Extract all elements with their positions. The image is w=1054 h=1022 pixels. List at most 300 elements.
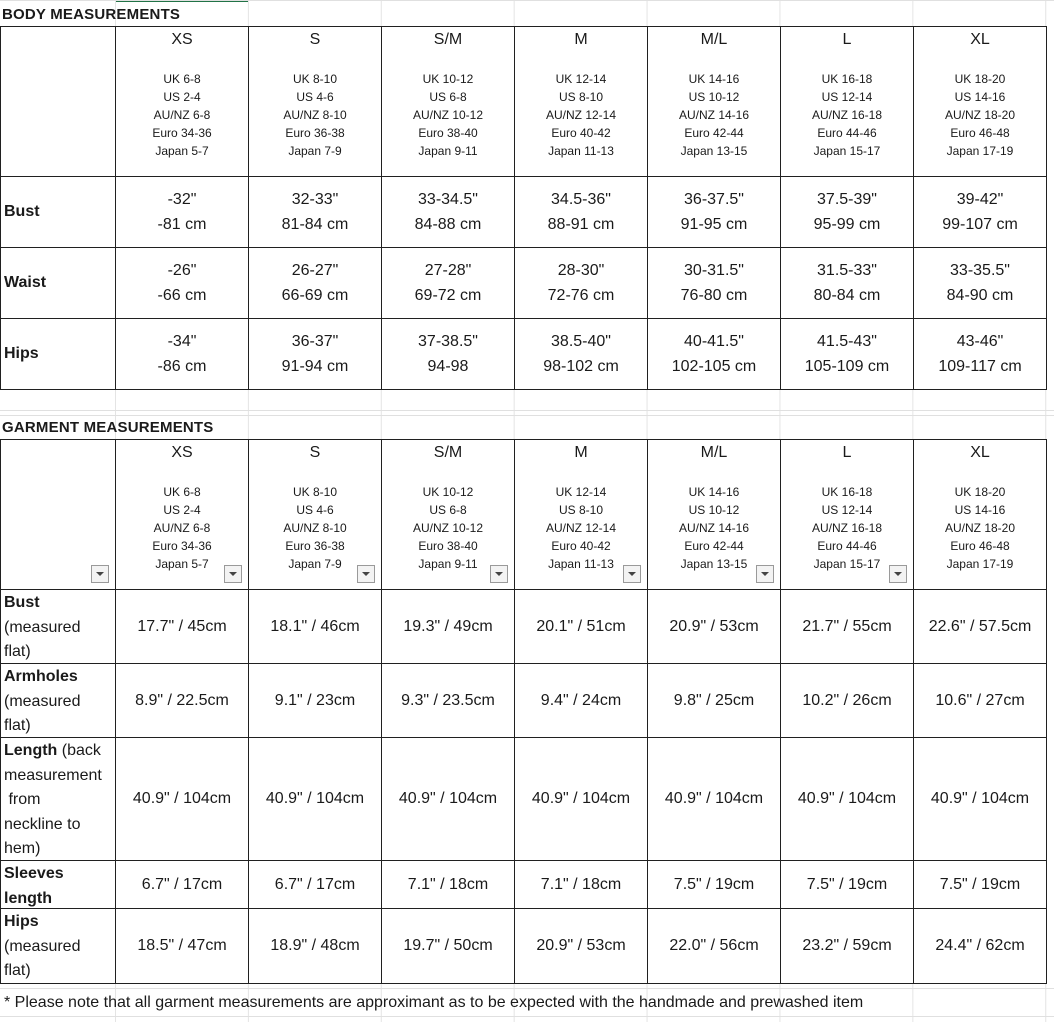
inches-value: 26-27" — [291, 262, 339, 279]
row-label-line — [4, 714, 115, 739]
measurement-value: 6.7" / 17cm — [274, 875, 356, 893]
cm-value: 66-69 cm — [281, 287, 349, 304]
body-waist-cell — [914, 248, 1046, 318]
row-label-text — [1, 664, 115, 739]
cm-value: 69-72 cm — [414, 287, 482, 304]
size-conversion-line: Japan 17-19 — [946, 557, 1014, 571]
row-label-line — [4, 788, 115, 813]
size-conversions — [781, 483, 913, 573]
size-name: M — [574, 31, 588, 48]
size-conversion-line: US 10-12 — [688, 503, 740, 517]
measurement-value — [515, 177, 647, 247]
row-label-text — [1, 738, 115, 862]
size-name: XL — [970, 444, 990, 461]
measurement-value — [116, 248, 248, 318]
garment-section-title: GARMENT MEASUREMENTS — [2, 419, 214, 436]
garment-value-cell — [914, 590, 1046, 663]
filter-dropdown-button[interactable] — [756, 565, 774, 583]
size-name: S — [309, 444, 321, 461]
size-conversion-line: UK 18-20 — [954, 72, 1006, 86]
row-label-line — [4, 591, 115, 616]
size-conversion-line: Japan 7-9 — [288, 557, 342, 571]
measurement-value: 9.8" / 25cm — [673, 691, 755, 709]
garment-value-cell — [116, 861, 248, 908]
row-label-detail: flat) — [4, 643, 31, 660]
size-conversion-line: Euro 34-36 — [152, 126, 212, 140]
size-conversion-line: Japan 13-15 — [680, 144, 748, 158]
dropdown-arrow-icon — [361, 571, 371, 577]
garment-value-cell — [249, 861, 381, 908]
measurement-value: 9.1" / 23cm — [274, 691, 356, 709]
measurement-value — [914, 319, 1046, 389]
inches-value: -34" — [167, 333, 197, 350]
measurement-value: 40.9" / 104cm — [531, 790, 631, 807]
size-conversions — [515, 70, 647, 160]
row-label-text: Waist — [4, 274, 47, 291]
size-conversion-line: UK 8-10 — [292, 72, 338, 86]
garment-value-cell — [914, 664, 1046, 737]
measurement-value — [116, 177, 248, 247]
filter-dropdown-button[interactable] — [357, 565, 375, 583]
filter-dropdown-button[interactable] — [224, 565, 242, 583]
size-conversion-line: US 14-16 — [954, 90, 1006, 104]
body-hips-cell — [914, 319, 1046, 389]
measurement-value — [781, 177, 913, 247]
row-label-line — [4, 764, 115, 789]
row-label-text: Bust — [4, 203, 40, 220]
garment-value-cell — [648, 861, 780, 908]
row-label-detail: measurement — [4, 766, 102, 784]
size-name: M/L — [700, 31, 728, 48]
inches-value: 28-30" — [557, 262, 605, 279]
row-label-line — [4, 739, 115, 764]
measurement-value — [382, 319, 514, 389]
garment-row-label — [1, 909, 115, 983]
cm-value: 72-76 cm — [547, 287, 615, 304]
body-row-label-bust — [1, 177, 115, 247]
size-conversions — [382, 483, 514, 573]
inches-value: 41.5-43" — [817, 333, 877, 350]
garment-value-cell — [914, 909, 1046, 983]
body-size-header-m — [515, 27, 647, 176]
body-section-title: BODY MEASUREMENTS — [2, 6, 181, 23]
size-conversion-line: Japan 5-7 — [155, 557, 209, 571]
row-label-detail: (measured — [4, 692, 81, 710]
measurement-value: 9.3" / 23.5cm — [401, 691, 495, 709]
inches-value: 27-28" — [424, 262, 472, 279]
row-label-line — [4, 862, 115, 887]
cm-value: 99-107 cm — [942, 216, 1018, 233]
size-conversion-line: UK 16-18 — [821, 72, 873, 86]
size-conversion-line: AU/NZ 10-12 — [412, 108, 484, 122]
size-conversion-line: UK 6-8 — [163, 72, 201, 86]
cm-value: -66 cm — [157, 287, 207, 304]
size-conversion-line: AU/NZ 16-18 — [811, 108, 883, 122]
inches-value: 33-35.5" — [950, 262, 1010, 279]
measurement-value — [382, 177, 514, 247]
measurement-value: 40.9" / 104cm — [797, 790, 897, 807]
measurement-value: 17.7" / 45cm — [137, 617, 227, 635]
size-conversion-line: Euro 40-42 — [551, 539, 611, 553]
size-conversion-line: UK 6-8 — [163, 485, 201, 499]
measurement-value: 18.9" / 48cm — [270, 937, 360, 954]
measurement-value: 40.9" / 104cm — [265, 790, 365, 807]
measurement-value: 18.5" / 47cm — [137, 937, 227, 954]
measurement-value: 40.9" / 104cm — [664, 790, 764, 807]
garment-row-label — [1, 738, 115, 860]
garment-row-label — [1, 861, 115, 908]
row-label-text: Hips — [4, 345, 39, 362]
measurement-value — [648, 177, 780, 247]
size-conversion-line: AU/NZ 12-14 — [545, 521, 617, 535]
row-label-line — [4, 910, 115, 935]
size-conversions — [249, 70, 381, 160]
inches-value: 32-33" — [291, 191, 339, 208]
size-conversion-line: UK 14-16 — [688, 72, 740, 86]
size-conversion-line: US 2-4 — [163, 90, 201, 104]
measurement-value — [781, 248, 913, 318]
garment-value-cell — [515, 861, 647, 908]
size-conversion-line: AU/NZ 6-8 — [153, 108, 211, 122]
garment-value-cell — [914, 738, 1046, 860]
size-conversion-line: Euro 44-46 — [817, 126, 877, 140]
size-conversion-line: AU/NZ 12-14 — [545, 108, 617, 122]
filter-dropdown-button[interactable] — [490, 565, 508, 583]
dropdown-arrow-icon — [95, 571, 105, 577]
garment-value-cell — [648, 909, 780, 983]
row-label-bold: Hips — [4, 913, 39, 930]
measurement-value: 40.9" / 104cm — [398, 790, 498, 807]
row-label-detail: (back — [57, 742, 101, 759]
measurement-value: 9.4" / 24cm — [540, 691, 622, 709]
body-corner-cell — [1, 27, 115, 176]
garment-value-cell — [116, 909, 248, 983]
inches-value: 36-37.5" — [684, 191, 744, 208]
inches-value: -32" — [167, 191, 197, 208]
inches-value: 31.5-33" — [817, 262, 877, 279]
size-conversion-line: Japan 17-19 — [946, 144, 1014, 158]
row-label-detail: flat) — [4, 717, 31, 734]
row-label-text — [1, 909, 115, 984]
body-hips-cell — [781, 319, 913, 389]
body-bust-cell — [515, 177, 647, 247]
size-conversion-line: Euro 40-42 — [551, 126, 611, 140]
size-conversion-line: Japan 9-11 — [418, 557, 478, 571]
size-conversion-line: UK 8-10 — [292, 485, 338, 499]
measurement-value: 18.1" / 46cm — [270, 617, 360, 635]
garment-value-cell — [781, 909, 913, 983]
size-conversions — [116, 70, 248, 160]
garment-value-cell — [382, 909, 514, 983]
measurement-value: 40.9" / 104cm — [132, 790, 232, 807]
size-conversion-line: UK 18-20 — [954, 485, 1006, 499]
measurement-value — [648, 319, 780, 389]
cm-value: 102-105 cm — [671, 358, 757, 375]
body-waist-cell — [515, 248, 647, 318]
size-conversion-line: US 8-10 — [558, 503, 604, 517]
garment-value-cell — [116, 738, 248, 860]
inches-value: 40-41.5" — [684, 333, 744, 350]
measurement-value: 7.1" / 18cm — [540, 875, 622, 893]
size-name: S — [309, 31, 321, 48]
size-conversions — [781, 70, 913, 160]
size-conversion-line: Euro 36-38 — [285, 539, 345, 553]
garment-value-cell — [382, 861, 514, 908]
garment-value-cell — [116, 664, 248, 737]
cm-value: -81 cm — [157, 216, 207, 233]
dropdown-arrow-icon — [627, 571, 637, 577]
size-name: XL — [970, 31, 990, 48]
row-label-line — [4, 665, 115, 690]
size-conversion-line: AU/NZ 18-20 — [944, 521, 1016, 535]
inches-value: 39-42" — [956, 191, 1004, 208]
filter-dropdown-button[interactable] — [889, 565, 907, 583]
cm-value: 81-84 cm — [281, 216, 349, 233]
body-waist-cell — [249, 248, 381, 318]
row-label-line — [4, 887, 115, 912]
size-conversion-line: Euro 44-46 — [817, 539, 877, 553]
cm-value: 84-90 cm — [946, 287, 1014, 304]
row-label-line — [4, 813, 115, 838]
size-conversion-line: AU/NZ 18-20 — [944, 108, 1016, 122]
row-label-line — [4, 690, 115, 715]
row-label-detail: (measured — [4, 618, 81, 636]
dropdown-arrow-icon — [760, 571, 770, 577]
size-conversion-line: UK 10-12 — [422, 72, 474, 86]
body-size-header-xs — [116, 27, 248, 176]
dropdown-arrow-icon — [893, 571, 903, 577]
size-conversion-line: US 4-6 — [296, 503, 334, 517]
garment-value-cell — [382, 590, 514, 663]
cm-value: 84-88 cm — [414, 216, 482, 233]
row-label-bold: length — [4, 889, 52, 907]
garment-value-cell — [116, 590, 248, 663]
row-label-bold: Bust — [4, 594, 40, 611]
size-conversions — [914, 483, 1046, 573]
garment-value-cell — [648, 738, 780, 860]
dropdown-arrow-icon — [494, 571, 504, 577]
body-bust-cell — [648, 177, 780, 247]
measurement-value: 8.9" / 22.5cm — [135, 691, 229, 709]
garment-value-cell — [648, 590, 780, 663]
measurement-value: 22.0" / 56cm — [669, 937, 759, 954]
filter-dropdown-button[interactable] — [91, 565, 109, 583]
size-conversions — [515, 483, 647, 573]
garment-value-cell — [515, 909, 647, 983]
body-waist-cell — [648, 248, 780, 318]
inches-value: 43-46" — [956, 333, 1004, 350]
garment-value-cell — [781, 664, 913, 737]
row-label-detail: flat) — [4, 962, 31, 979]
measurement-value — [116, 319, 248, 389]
size-conversion-line: US 14-16 — [954, 503, 1006, 517]
garment-value-cell — [249, 664, 381, 737]
size-conversion-line: US 12-14 — [821, 90, 873, 104]
size-name: M/L — [700, 444, 728, 461]
cm-value: 109-117 cm — [938, 358, 1022, 375]
body-size-header-s-m — [382, 27, 514, 176]
size-conversion-line: Euro 38-40 — [418, 539, 478, 553]
cm-value: 105-109 cm — [804, 358, 890, 375]
size-conversion-line: AU/NZ 14-16 — [678, 521, 750, 535]
size-conversion-line: US 6-8 — [429, 90, 467, 104]
garment-value-cell — [648, 664, 780, 737]
row-label-bold: Sleeves — [4, 865, 64, 882]
row-label-detail: (measured — [4, 937, 81, 955]
body-hips-cell — [116, 319, 248, 389]
row-label-line — [4, 959, 115, 984]
cm-value: 94-98 — [427, 358, 469, 375]
measurement-value: 6.7" / 17cm — [141, 875, 223, 893]
cm-value: 80-84 cm — [813, 287, 881, 304]
garment-row-label — [1, 664, 115, 737]
row-label-bold: Length — [4, 742, 58, 759]
garment-value-cell — [515, 590, 647, 663]
row-label-detail: neckline to — [4, 815, 81, 833]
garment-value-cell — [249, 590, 381, 663]
size-name: XS — [171, 31, 193, 48]
row-label-line — [4, 616, 115, 641]
size-conversion-line: Euro 46-48 — [950, 539, 1010, 553]
body-row-label-hips — [1, 319, 115, 389]
body-bust-cell — [781, 177, 913, 247]
size-conversion-line: Japan 15-17 — [813, 144, 881, 158]
body-size-header-xl — [914, 27, 1046, 176]
cm-value: 91-95 cm — [680, 216, 748, 233]
cm-value: 76-80 cm — [680, 287, 748, 304]
measurement-value — [515, 248, 647, 318]
row-label-detail: hem) — [4, 840, 41, 857]
size-conversion-line: Japan 11-13 — [548, 144, 614, 158]
row-label-detail: from — [4, 791, 41, 808]
size-conversions — [382, 70, 514, 160]
body-bust-cell — [914, 177, 1046, 247]
inches-value: 38.5-40" — [551, 333, 611, 350]
size-conversion-line: UK 16-18 — [821, 485, 873, 499]
size-conversion-line: AU/NZ 6-8 — [153, 521, 211, 535]
size-conversion-line: US 12-14 — [821, 503, 873, 517]
body-waist-cell — [781, 248, 913, 318]
cm-value: 88-91 cm — [547, 216, 615, 233]
body-bust-cell — [116, 177, 248, 247]
size-conversion-line: Euro 34-36 — [152, 539, 212, 553]
measurement-value: 19.3" / 49cm — [403, 617, 493, 635]
measurement-value — [249, 319, 381, 389]
measurement-value: 24.4" / 62cm — [935, 937, 1025, 954]
size-conversion-line: US 2-4 — [163, 503, 201, 517]
size-conversions — [648, 70, 780, 160]
size-name: S/M — [433, 31, 463, 48]
size-conversion-line: US 8-10 — [558, 90, 604, 104]
size-conversion-line: Japan 13-15 — [680, 557, 748, 571]
measurement-value: 21.7" / 55cm — [802, 617, 892, 635]
measurement-value: 20.1" / 51cm — [536, 617, 626, 635]
garment-row-label — [1, 590, 115, 663]
cm-value: -86 cm — [157, 358, 207, 375]
measurement-value: 7.5" / 19cm — [806, 875, 888, 893]
size-conversion-line: US 10-12 — [688, 90, 740, 104]
measurement-value — [781, 319, 913, 389]
size-conversion-line: Euro 38-40 — [418, 126, 478, 140]
body-bust-cell — [382, 177, 514, 247]
inches-value: 30-31.5" — [684, 262, 744, 279]
active-cell-indicator — [116, 0, 248, 2]
measurement-value — [249, 248, 381, 318]
garment-value-cell — [781, 738, 913, 860]
measurement-value: 22.6" / 57.5cm — [928, 617, 1032, 635]
garment-value-cell — [781, 861, 913, 908]
size-conversions — [914, 70, 1046, 160]
body-hips-cell — [648, 319, 780, 389]
body-hips-cell — [249, 319, 381, 389]
garment-size-header-xl — [914, 440, 1046, 589]
size-name: XS — [171, 444, 193, 461]
filter-dropdown-button[interactable] — [623, 565, 641, 583]
measurement-value: 7.5" / 19cm — [939, 875, 1021, 893]
cm-value: 98-102 cm — [543, 358, 619, 375]
size-conversion-line: Japan 5-7 — [155, 144, 209, 158]
body-waist-cell — [382, 248, 514, 318]
garment-value-cell — [382, 738, 514, 860]
size-conversion-line: AU/NZ 16-18 — [811, 521, 883, 535]
cm-value: 95-99 cm — [813, 216, 881, 233]
size-conversion-line: UK 10-12 — [422, 485, 474, 499]
inches-value: 37-38.5" — [418, 333, 478, 350]
size-conversion-line: Japan 15-17 — [813, 557, 881, 571]
inches-value: 36-37" — [291, 333, 339, 350]
body-size-header-l — [781, 27, 913, 176]
measurement-value — [249, 177, 381, 247]
row-label-line — [4, 837, 115, 862]
size-conversion-line: AU/NZ 8-10 — [283, 521, 347, 535]
measurement-value — [914, 248, 1046, 318]
size-conversion-line: Japan 11-13 — [548, 557, 614, 571]
dropdown-arrow-icon — [228, 571, 238, 577]
size-conversion-line: Euro 42-44 — [684, 539, 744, 553]
inches-value: 34.5-36" — [551, 191, 611, 208]
row-label-bold: Armholes — [4, 668, 78, 685]
size-name: M — [574, 444, 588, 461]
measurement-value — [515, 319, 647, 389]
measurement-value: 7.5" / 19cm — [673, 875, 755, 893]
inches-value: 37.5-39" — [817, 191, 877, 208]
footnote: * Please note that all garment measurements are approximant as to be expected with the handmade and prewashed item — [4, 994, 864, 1011]
garment-value-cell — [914, 861, 1046, 908]
measurement-value: 10.6" / 27cm — [935, 691, 1025, 709]
garment-value-cell — [515, 664, 647, 737]
size-conversion-line: UK 12-14 — [555, 72, 607, 86]
body-size-header-m-l — [648, 27, 780, 176]
size-conversion-line: US 6-8 — [429, 503, 467, 517]
garment-value-cell — [382, 664, 514, 737]
measurement-value: 19.7" / 50cm — [403, 937, 493, 954]
measurement-value — [648, 248, 780, 318]
garment-value-cell — [249, 738, 381, 860]
cm-value: 91-94 cm — [281, 358, 349, 375]
body-bust-cell — [249, 177, 381, 247]
measurement-value: 20.9" / 53cm — [669, 617, 759, 635]
size-conversion-line: UK 14-16 — [688, 485, 740, 499]
size-conversion-line: AU/NZ 14-16 — [678, 108, 750, 122]
measurement-value: 20.9" / 53cm — [536, 937, 626, 954]
size-conversions — [249, 483, 381, 573]
row-label-text — [1, 861, 115, 911]
size-conversion-line: Euro 36-38 — [285, 126, 345, 140]
size-name: S/M — [433, 444, 463, 461]
body-waist-cell — [116, 248, 248, 318]
garment-value-cell — [515, 738, 647, 860]
body-hips-cell — [515, 319, 647, 389]
